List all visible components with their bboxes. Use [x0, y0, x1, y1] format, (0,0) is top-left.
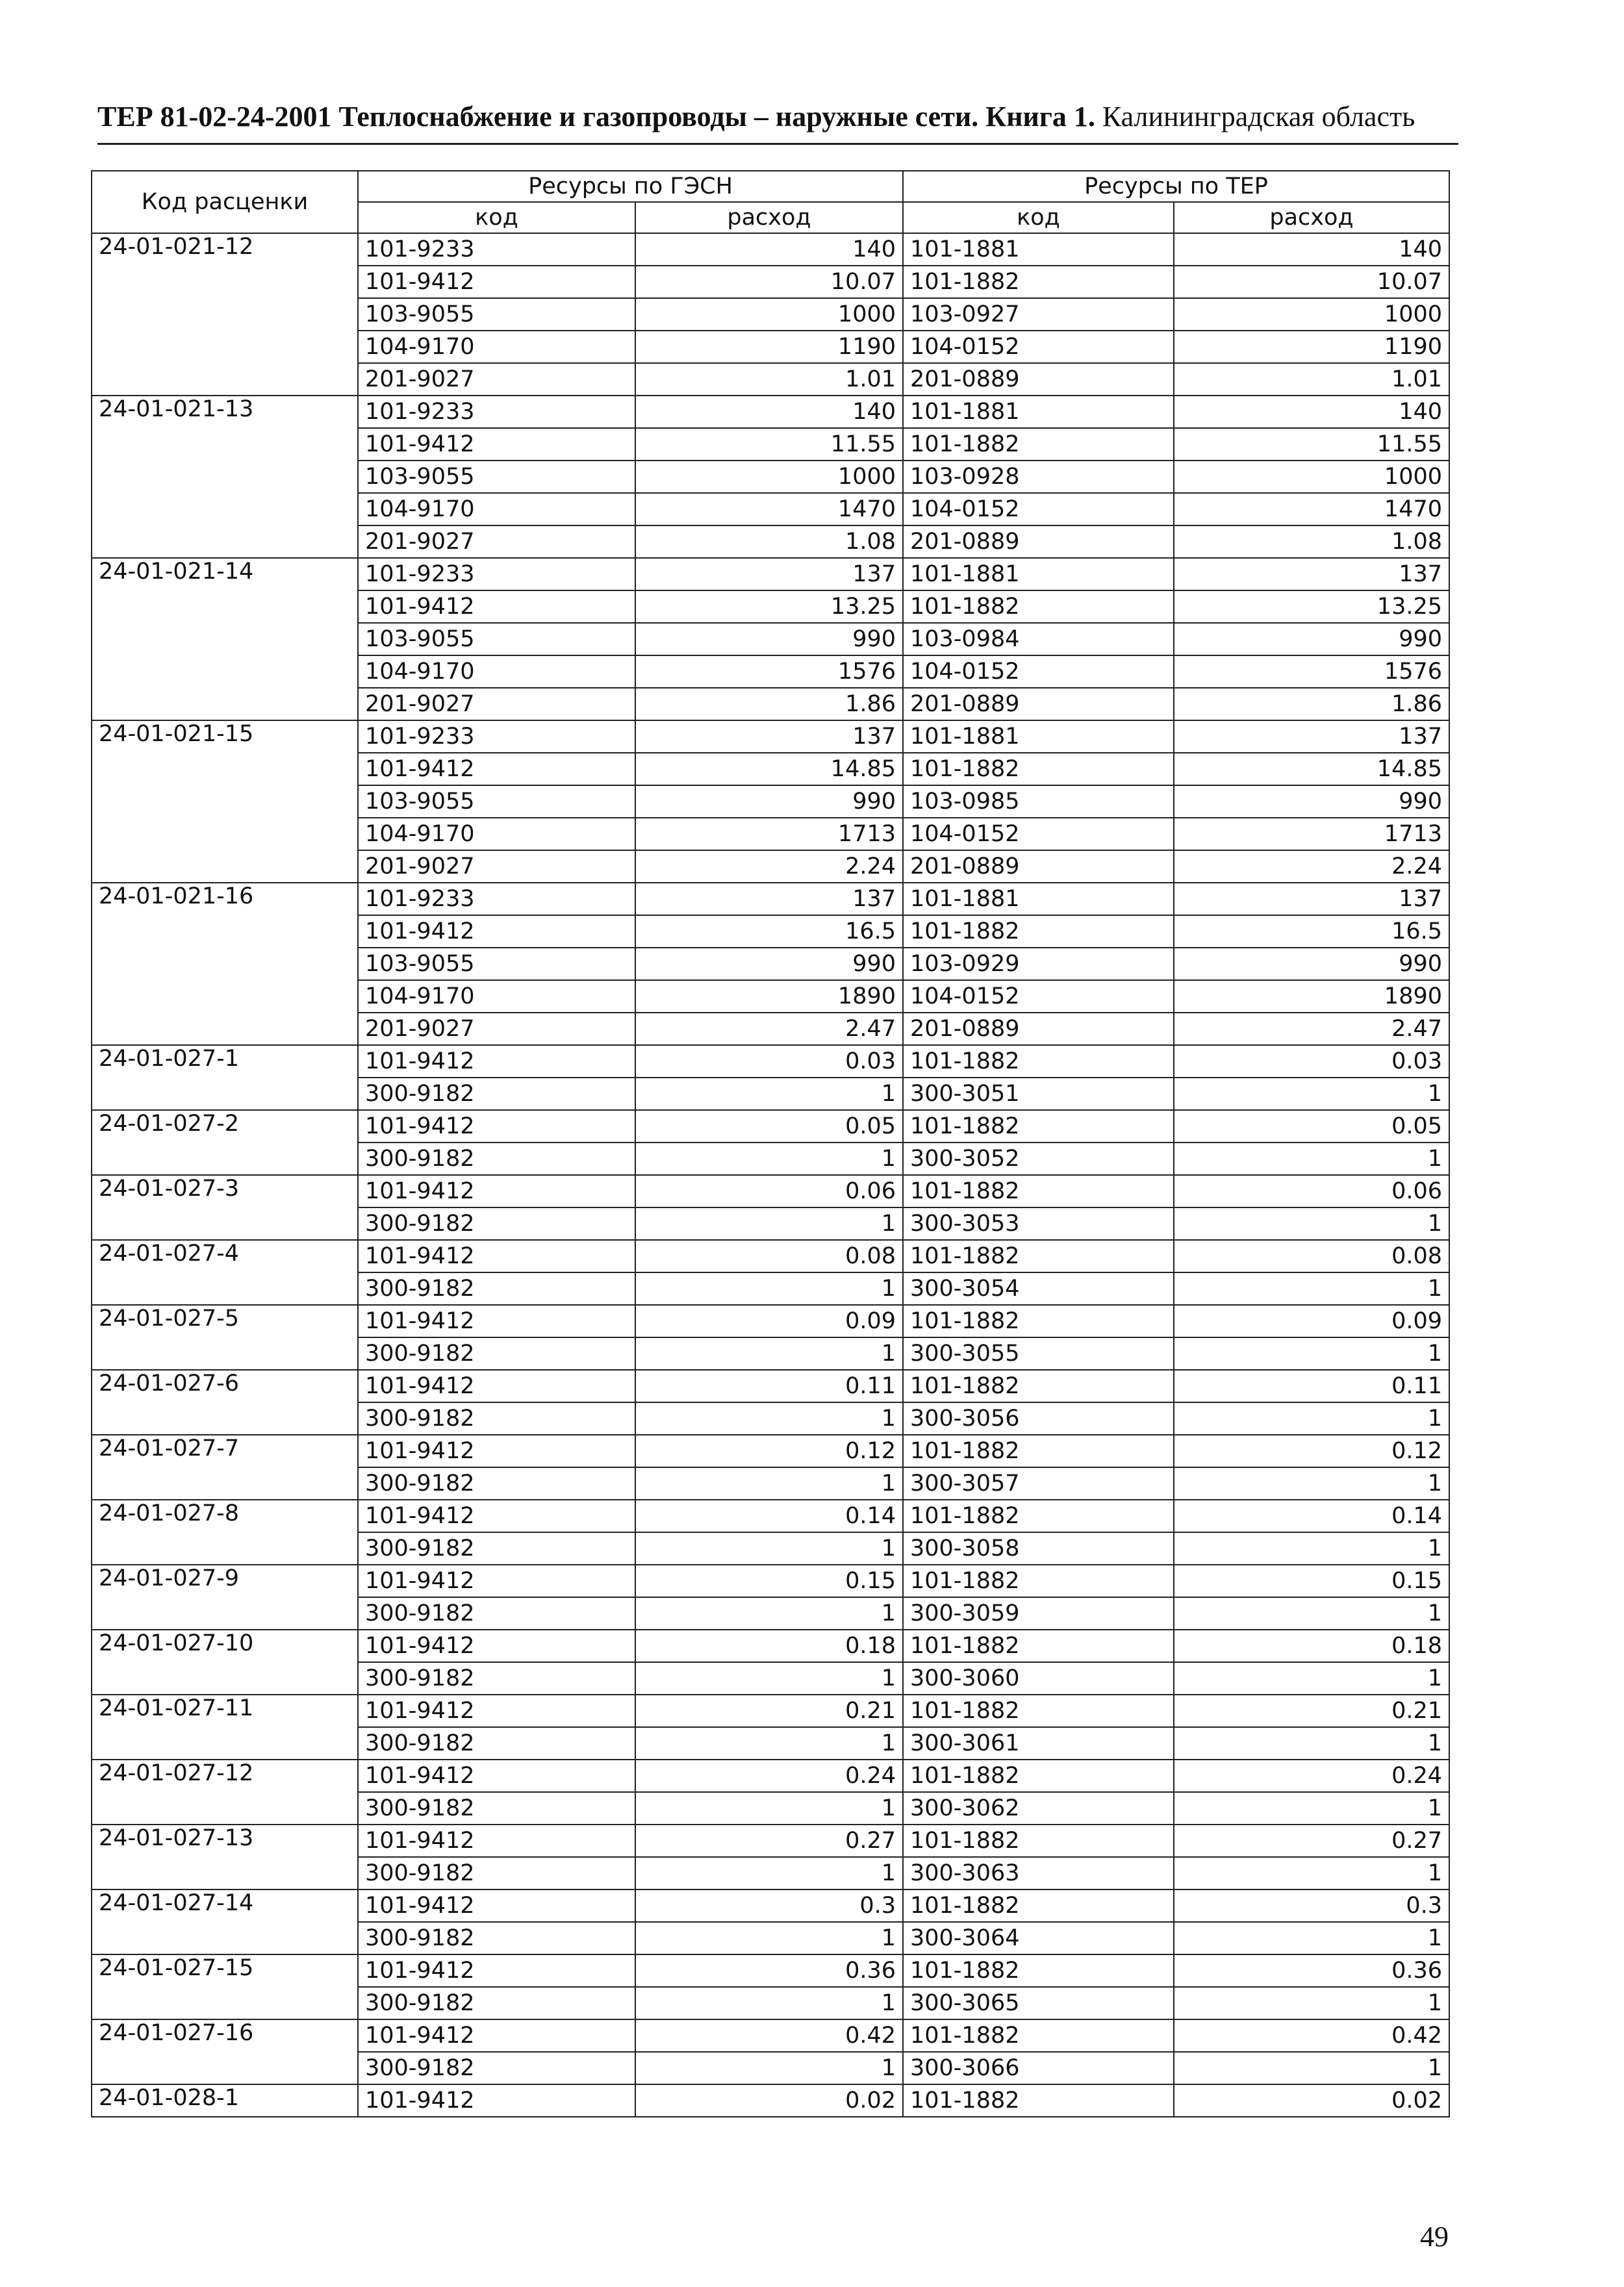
gesn-consumption-cell: 140 [635, 233, 903, 266]
ter-consumption-cell: 11.55 [1174, 428, 1449, 461]
ter-code-cell: 101-1882 [903, 915, 1174, 948]
ter-code-cell: 300-3055 [903, 1337, 1174, 1370]
rate-code-cell: 24-01-021-13 [92, 396, 358, 558]
ter-code-cell: 201-0889 [903, 363, 1174, 396]
gesn-consumption-cell: 1470 [635, 493, 903, 525]
ter-consumption-cell: 1 [1174, 1727, 1449, 1760]
gesn-code-cell: 300-9182 [358, 1402, 635, 1435]
ter-consumption-cell: 1890 [1174, 980, 1449, 1013]
header-ter-resources: Ресурсы по ТЕР [903, 171, 1449, 202]
table-row [92, 2084, 1449, 2117]
ter-code-cell: 300-3057 [903, 1467, 1174, 1500]
ter-code-cell: 201-0889 [903, 525, 1174, 558]
gesn-code-cell: 300-9182 [358, 1337, 635, 1370]
table-row [92, 720, 1449, 753]
rate-code-cell: 24-01-021-14 [92, 558, 358, 720]
gesn-consumption-cell: 990 [635, 785, 903, 818]
ter-code-cell: 101-1882 [903, 1110, 1174, 1143]
ter-code-cell: 101-1881 [903, 720, 1174, 753]
table-row [92, 1435, 1449, 1467]
gesn-code-cell: 300-9182 [358, 1467, 635, 1500]
rate-code-cell: 24-01-027-9 [92, 1565, 358, 1630]
table-row [92, 233, 1449, 266]
header-gesn-resources: Ресурсы по ГЭСН [358, 171, 903, 202]
table-row [92, 883, 1449, 915]
ter-consumption-cell: 2.24 [1174, 850, 1449, 883]
gesn-consumption-cell: 1 [635, 1857, 903, 1889]
gesn-code-cell: 300-9182 [358, 1143, 635, 1175]
table-row [92, 1889, 1449, 1922]
rate-code-cell: 24-01-027-5 [92, 1305, 358, 1370]
gesn-code-cell: 101-9233 [358, 396, 635, 428]
rate-code-cell: 24-01-027-12 [92, 1760, 358, 1825]
ter-code-cell: 103-0985 [903, 785, 1174, 818]
gesn-consumption-cell: 1 [635, 1597, 903, 1630]
ter-code-cell: 101-1882 [903, 266, 1174, 298]
ter-consumption-cell: 0.27 [1174, 1825, 1449, 1857]
ter-code-cell: 300-3059 [903, 1597, 1174, 1630]
ter-code-cell: 201-0889 [903, 850, 1174, 883]
table-head [92, 171, 1449, 233]
resources-table [91, 170, 1450, 2117]
gesn-code-cell: 101-9233 [358, 558, 635, 590]
gesn-consumption-cell: 2.47 [635, 1013, 903, 1045]
gesn-code-cell: 201-9027 [358, 688, 635, 720]
ter-consumption-cell: 140 [1174, 233, 1449, 266]
ter-code-cell: 101-1882 [903, 1240, 1174, 1272]
table-row [92, 1240, 1449, 1272]
gesn-code-cell: 104-9170 [358, 818, 635, 850]
ter-code-cell: 300-3064 [903, 1922, 1174, 1954]
ter-consumption-cell: 1470 [1174, 493, 1449, 525]
gesn-consumption-cell: 1 [635, 1662, 903, 1695]
gesn-code-cell: 103-9055 [358, 785, 635, 818]
gesn-consumption-cell: 10.07 [635, 266, 903, 298]
gesn-code-cell: 201-9027 [358, 525, 635, 558]
ter-consumption-cell: 0.15 [1174, 1565, 1449, 1597]
ter-code-cell: 201-0889 [903, 1013, 1174, 1045]
gesn-consumption-cell: 11.55 [635, 428, 903, 461]
gesn-consumption-cell: 137 [635, 558, 903, 590]
rate-code-cell: 24-01-027-8 [92, 1500, 358, 1565]
ter-code-cell: 300-3054 [903, 1272, 1174, 1305]
ter-consumption-cell: 1190 [1174, 331, 1449, 363]
ter-consumption-cell: 1 [1174, 1467, 1449, 1500]
ter-code-cell: 103-0984 [903, 623, 1174, 655]
ter-code-cell: 104-0152 [903, 655, 1174, 688]
ter-code-cell: 300-3056 [903, 1402, 1174, 1435]
ter-code-cell: 300-3052 [903, 1143, 1174, 1175]
ter-consumption-cell: 990 [1174, 623, 1449, 655]
gesn-consumption-cell: 1 [635, 1792, 903, 1825]
ter-code-cell: 101-1882 [903, 1630, 1174, 1662]
gesn-code-cell: 101-9412 [358, 1305, 635, 1337]
gesn-consumption-cell: 1 [635, 1402, 903, 1435]
ter-code-cell: 101-1882 [903, 753, 1174, 785]
ter-consumption-cell: 0.08 [1174, 1240, 1449, 1272]
header-title: ТЕР 81-02-24-2001 Теплоснабжение и газопроводы – наружные сети. Книга 1. [97, 101, 1095, 133]
table-row [92, 1695, 1449, 1727]
gesn-consumption-cell: 0.3 [635, 1889, 903, 1922]
ter-consumption-cell: 13.25 [1174, 590, 1449, 623]
gesn-consumption-cell: 1 [635, 1207, 903, 1240]
page-number: 49 [1420, 2221, 1449, 2253]
ter-code-cell: 101-1882 [903, 590, 1174, 623]
gesn-consumption-cell: 1190 [635, 331, 903, 363]
gesn-code-cell: 101-9412 [358, 590, 635, 623]
ter-code-cell: 101-1882 [903, 428, 1174, 461]
gesn-consumption-cell: 1713 [635, 818, 903, 850]
header-ter-code: код [903, 202, 1174, 233]
ter-consumption-cell: 1 [1174, 1337, 1449, 1370]
gesn-code-cell: 300-9182 [358, 1207, 635, 1240]
header-region: Калининградская область [1102, 101, 1415, 133]
gesn-consumption-cell: 1 [635, 1078, 903, 1110]
ter-consumption-cell: 0.21 [1174, 1695, 1449, 1727]
rate-code-cell: 24-01-027-6 [92, 1370, 358, 1435]
gesn-code-cell: 104-9170 [358, 655, 635, 688]
ter-consumption-cell: 1 [1174, 1078, 1449, 1110]
gesn-code-cell: 201-9027 [358, 850, 635, 883]
gesn-code-cell: 104-9170 [358, 331, 635, 363]
ter-consumption-cell: 1000 [1174, 298, 1449, 331]
ter-consumption-cell: 1 [1174, 1143, 1449, 1175]
gesn-code-cell: 101-9412 [358, 2019, 635, 2052]
rate-code-cell: 24-01-027-14 [92, 1889, 358, 1954]
ter-code-cell: 101-1881 [903, 558, 1174, 590]
rate-code-cell: 24-01-027-16 [92, 2019, 358, 2084]
ter-consumption-cell: 1 [1174, 2052, 1449, 2084]
ter-code-cell: 101-1882 [903, 1175, 1174, 1207]
gesn-code-cell: 201-9027 [358, 363, 635, 396]
gesn-consumption-cell: 0.27 [635, 1825, 903, 1857]
ter-code-cell: 300-3063 [903, 1857, 1174, 1889]
header-ter-consumption: расход [1174, 202, 1449, 233]
gesn-consumption-cell: 0.24 [635, 1760, 903, 1792]
gesn-code-cell: 101-9412 [358, 1825, 635, 1857]
ter-consumption-cell: 1 [1174, 1532, 1449, 1565]
rate-code-cell: 24-01-027-7 [92, 1435, 358, 1500]
header-gesn-code: код [358, 202, 635, 233]
ter-consumption-cell: 1000 [1174, 461, 1449, 493]
gesn-code-cell: 300-9182 [358, 2052, 635, 2084]
header-gesn-consumption: расход [635, 202, 903, 233]
gesn-consumption-cell: 0.09 [635, 1305, 903, 1337]
ter-consumption-cell: 0.18 [1174, 1630, 1449, 1662]
rate-code-cell: 24-01-027-13 [92, 1825, 358, 1889]
gesn-consumption-cell: 140 [635, 396, 903, 428]
ter-consumption-cell: 0.24 [1174, 1760, 1449, 1792]
ter-code-cell: 104-0152 [903, 493, 1174, 525]
ter-consumption-cell: 0.14 [1174, 1500, 1449, 1532]
table-header-row [92, 171, 1449, 202]
gesn-code-cell: 300-9182 [358, 1272, 635, 1305]
gesn-consumption-cell: 990 [635, 948, 903, 980]
gesn-code-cell: 101-9412 [358, 1435, 635, 1467]
gesn-consumption-cell: 0.05 [635, 1110, 903, 1143]
rate-code-cell: 24-01-027-1 [92, 1045, 358, 1110]
ter-consumption-cell: 0.02 [1174, 2084, 1449, 2117]
gesn-code-cell: 101-9412 [358, 266, 635, 298]
ter-consumption-cell: 0.3 [1174, 1889, 1449, 1922]
gesn-consumption-cell: 137 [635, 720, 903, 753]
gesn-code-cell: 101-9412 [358, 1370, 635, 1402]
ter-code-cell: 104-0152 [903, 331, 1174, 363]
ter-consumption-cell: 0.06 [1174, 1175, 1449, 1207]
gesn-code-cell: 101-9412 [358, 1889, 635, 1922]
table-row [92, 396, 1449, 428]
gesn-consumption-cell: 16.5 [635, 915, 903, 948]
gesn-consumption-cell: 1000 [635, 298, 903, 331]
ter-consumption-cell: 137 [1174, 883, 1449, 915]
gesn-consumption-cell: 0.36 [635, 1954, 903, 1987]
ter-consumption-cell: 1 [1174, 1207, 1449, 1240]
gesn-consumption-cell: 0.14 [635, 1500, 903, 1532]
ter-consumption-cell: 990 [1174, 785, 1449, 818]
ter-consumption-cell: 990 [1174, 948, 1449, 980]
ter-code-cell: 103-0928 [903, 461, 1174, 493]
gesn-consumption-cell: 1.86 [635, 688, 903, 720]
gesn-code-cell: 101-9412 [358, 428, 635, 461]
ter-consumption-cell: 1576 [1174, 655, 1449, 688]
ter-consumption-cell: 16.5 [1174, 915, 1449, 948]
gesn-consumption-cell: 0.21 [635, 1695, 903, 1727]
gesn-code-cell: 300-9182 [358, 1532, 635, 1565]
ter-code-cell: 101-1882 [903, 1435, 1174, 1467]
ter-code-cell: 101-1882 [903, 1825, 1174, 1857]
table-row [92, 1825, 1449, 1857]
gesn-consumption-cell: 0.42 [635, 2019, 903, 2052]
ter-code-cell: 101-1882 [903, 1889, 1174, 1922]
gesn-consumption-cell: 1000 [635, 461, 903, 493]
gesn-consumption-cell: 1 [635, 1987, 903, 2019]
gesn-consumption-cell: 1890 [635, 980, 903, 1013]
gesn-code-cell: 101-9412 [358, 1695, 635, 1727]
ter-code-cell: 300-3062 [903, 1792, 1174, 1825]
gesn-code-cell: 104-9170 [358, 980, 635, 1013]
gesn-consumption-cell: 1576 [635, 655, 903, 688]
ter-consumption-cell: 1 [1174, 1922, 1449, 1954]
gesn-code-cell: 101-9412 [358, 1630, 635, 1662]
ter-consumption-cell: 0.12 [1174, 1435, 1449, 1467]
gesn-code-cell: 101-9412 [358, 1500, 635, 1532]
ter-consumption-cell: 0.36 [1174, 1954, 1449, 1987]
gesn-code-cell: 300-9182 [358, 1987, 635, 2019]
gesn-code-cell: 101-9233 [358, 720, 635, 753]
gesn-consumption-cell: 1 [635, 2052, 903, 2084]
ter-code-cell: 101-1882 [903, 1500, 1174, 1532]
gesn-code-cell: 101-9412 [358, 1565, 635, 1597]
gesn-consumption-cell: 990 [635, 623, 903, 655]
ter-code-cell: 300-3066 [903, 2052, 1174, 2084]
ter-code-cell: 300-3051 [903, 1078, 1174, 1110]
ter-code-cell: 104-0152 [903, 818, 1174, 850]
gesn-code-cell: 101-9412 [358, 753, 635, 785]
gesn-consumption-cell: 0.08 [635, 1240, 903, 1272]
ter-consumption-cell: 1 [1174, 1857, 1449, 1889]
table-row [92, 1760, 1449, 1792]
ter-code-cell: 103-0929 [903, 948, 1174, 980]
ter-consumption-cell: 1.01 [1174, 363, 1449, 396]
ter-code-cell: 104-0152 [903, 980, 1174, 1013]
gesn-code-cell: 101-9412 [358, 1045, 635, 1078]
ter-code-cell: 101-1882 [903, 2084, 1174, 2117]
ter-code-cell: 300-3058 [903, 1532, 1174, 1565]
gesn-code-cell: 201-9027 [358, 1013, 635, 1045]
rate-code-cell: 24-01-027-2 [92, 1110, 358, 1175]
ter-code-cell: 103-0927 [903, 298, 1174, 331]
gesn-consumption-cell: 0.12 [635, 1435, 903, 1467]
gesn-code-cell: 101-9412 [358, 1240, 635, 1272]
table-row [92, 1370, 1449, 1402]
rate-code-cell: 24-01-021-12 [92, 233, 358, 396]
ter-code-cell: 101-1882 [903, 1305, 1174, 1337]
gesn-consumption-cell: 14.85 [635, 753, 903, 785]
gesn-code-cell: 101-9412 [358, 2084, 635, 2117]
ter-consumption-cell: 1.08 [1174, 525, 1449, 558]
gesn-consumption-cell: 1 [635, 1727, 903, 1760]
gesn-consumption-cell: 13.25 [635, 590, 903, 623]
ter-code-cell: 300-3065 [903, 1987, 1174, 2019]
gesn-consumption-cell: 0.03 [635, 1045, 903, 1078]
table-row [92, 1175, 1449, 1207]
ter-consumption-cell: 0.11 [1174, 1370, 1449, 1402]
gesn-code-cell: 300-9182 [358, 1922, 635, 1954]
gesn-consumption-cell: 1 [635, 1467, 903, 1500]
ter-code-cell: 101-1881 [903, 396, 1174, 428]
gesn-consumption-cell: 0.06 [635, 1175, 903, 1207]
table-row [92, 1630, 1449, 1662]
ter-code-cell: 300-3053 [903, 1207, 1174, 1240]
ter-consumption-cell: 1 [1174, 1987, 1449, 2019]
ter-consumption-cell: 137 [1174, 558, 1449, 590]
ter-consumption-cell: 1713 [1174, 818, 1449, 850]
table-row [92, 1500, 1449, 1532]
gesn-code-cell: 300-9182 [358, 1597, 635, 1630]
ter-consumption-cell: 2.47 [1174, 1013, 1449, 1045]
table-row [92, 1110, 1449, 1143]
ter-consumption-cell: 1 [1174, 1272, 1449, 1305]
gesn-code-cell: 103-9055 [358, 298, 635, 331]
gesn-code-cell: 101-9412 [358, 915, 635, 948]
gesn-code-cell: 103-9055 [358, 461, 635, 493]
rate-code-cell: 24-01-021-15 [92, 720, 358, 883]
gesn-code-cell: 101-9233 [358, 883, 635, 915]
ter-code-cell: 300-3061 [903, 1727, 1174, 1760]
gesn-consumption-cell: 1.08 [635, 525, 903, 558]
gesn-code-cell: 300-9182 [358, 1078, 635, 1110]
gesn-consumption-cell: 1 [635, 1272, 903, 1305]
table-row [92, 558, 1449, 590]
ter-consumption-cell: 1 [1174, 1662, 1449, 1695]
ter-code-cell: 101-1882 [903, 1045, 1174, 1078]
ter-consumption-cell: 1 [1174, 1597, 1449, 1630]
gesn-consumption-cell: 1 [635, 1337, 903, 1370]
ter-code-cell: 101-1882 [903, 1954, 1174, 1987]
gesn-code-cell: 300-9182 [358, 1727, 635, 1760]
ter-code-cell: 101-1882 [903, 1370, 1174, 1402]
gesn-consumption-cell: 1 [635, 1532, 903, 1565]
gesn-consumption-cell: 0.11 [635, 1370, 903, 1402]
ter-consumption-cell: 1 [1174, 1402, 1449, 1435]
gesn-code-cell: 101-9412 [358, 1760, 635, 1792]
header-rate-code: Код расценки [92, 171, 358, 233]
rate-code-cell: 24-01-021-16 [92, 883, 358, 1045]
gesn-consumption-cell: 137 [635, 883, 903, 915]
gesn-code-cell: 101-9412 [358, 1954, 635, 1987]
rate-code-cell: 24-01-027-4 [92, 1240, 358, 1305]
ter-code-cell: 101-1882 [903, 1695, 1174, 1727]
gesn-code-cell: 300-9182 [358, 1857, 635, 1889]
ter-consumption-cell: 0.42 [1174, 2019, 1449, 2052]
gesn-consumption-cell: 1.01 [635, 363, 903, 396]
ter-code-cell: 101-1881 [903, 883, 1174, 915]
ter-consumption-cell: 137 [1174, 720, 1449, 753]
rate-code-cell: 24-01-027-15 [92, 1954, 358, 2019]
table-body [92, 233, 1449, 2117]
table-row [92, 1565, 1449, 1597]
ter-code-cell: 101-1882 [903, 1565, 1174, 1597]
ter-code-cell: 101-1881 [903, 233, 1174, 266]
rate-code-cell: 24-01-027-10 [92, 1630, 358, 1695]
gesn-code-cell: 300-9182 [358, 1792, 635, 1825]
ter-code-cell: 201-0889 [903, 688, 1174, 720]
ter-code-cell: 101-1882 [903, 1760, 1174, 1792]
gesn-code-cell: 101-9412 [358, 1110, 635, 1143]
rate-code-cell: 24-01-027-3 [92, 1175, 358, 1240]
gesn-code-cell: 103-9055 [358, 948, 635, 980]
ter-consumption-cell: 14.85 [1174, 753, 1449, 785]
gesn-consumption-cell: 0.18 [635, 1630, 903, 1662]
ter-consumption-cell: 0.09 [1174, 1305, 1449, 1337]
ter-consumption-cell: 1 [1174, 1792, 1449, 1825]
gesn-consumption-cell: 2.24 [635, 850, 903, 883]
ter-code-cell: 300-3060 [903, 1662, 1174, 1695]
rate-code-cell: 24-01-027-11 [92, 1695, 358, 1760]
ter-consumption-cell: 0.03 [1174, 1045, 1449, 1078]
table-row [92, 1045, 1449, 1078]
ter-consumption-cell: 0.05 [1174, 1110, 1449, 1143]
gesn-code-cell: 103-9055 [358, 623, 635, 655]
gesn-consumption-cell: 1 [635, 1922, 903, 1954]
ter-consumption-cell: 10.07 [1174, 266, 1449, 298]
gesn-consumption-cell: 0.02 [635, 2084, 903, 2117]
gesn-code-cell: 101-9233 [358, 233, 635, 266]
running-header [97, 96, 1458, 145]
ter-code-cell: 101-1882 [903, 2019, 1174, 2052]
gesn-code-cell: 104-9170 [358, 493, 635, 525]
ter-consumption-cell: 140 [1174, 396, 1449, 428]
gesn-code-cell: 300-9182 [358, 1662, 635, 1695]
table-row [92, 1954, 1449, 1987]
gesn-consumption-cell: 1 [635, 1143, 903, 1175]
gesn-consumption-cell: 0.15 [635, 1565, 903, 1597]
rate-code-cell: 24-01-028-1 [92, 2084, 358, 2117]
table-row [92, 1305, 1449, 1337]
ter-consumption-cell: 1.86 [1174, 688, 1449, 720]
gesn-code-cell: 101-9412 [358, 1175, 635, 1207]
table-row [92, 2019, 1449, 2052]
